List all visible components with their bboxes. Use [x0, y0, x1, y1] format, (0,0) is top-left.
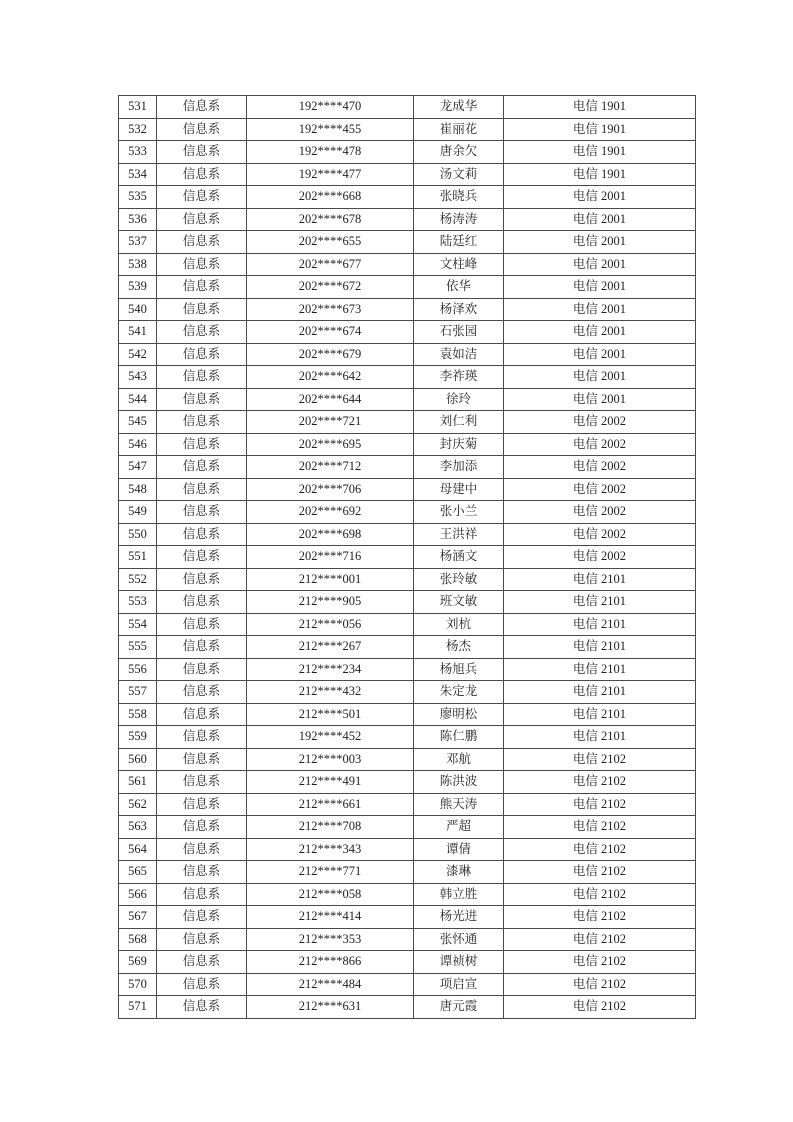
name-cell: 杨光进 [414, 906, 504, 929]
table-row [119, 208, 696, 231]
row-number-cell: 542 [119, 343, 157, 366]
table-row [119, 231, 696, 254]
table-row [119, 163, 696, 186]
table-row [119, 883, 696, 906]
name-cell: 崔丽花 [414, 118, 504, 141]
department-cell: 信息系 [157, 411, 247, 434]
table-row [119, 613, 696, 636]
table-row [119, 816, 696, 839]
department-cell: 信息系 [157, 658, 247, 681]
table-row [119, 951, 696, 974]
class-cell: 电信 2001 [504, 343, 696, 366]
table-row [119, 118, 696, 141]
student-id-cell: 212****905 [247, 591, 414, 614]
student-id-cell: 202****706 [247, 478, 414, 501]
row-number-cell: 533 [119, 141, 157, 164]
table-row [119, 861, 696, 884]
table-row [119, 501, 696, 524]
class-cell: 电信 2102 [504, 793, 696, 816]
name-cell: 杨涛涛 [414, 208, 504, 231]
class-cell: 电信 2001 [504, 321, 696, 344]
class-cell: 电信 2101 [504, 591, 696, 614]
class-cell: 电信 2102 [504, 928, 696, 951]
name-cell: 张晓兵 [414, 186, 504, 209]
table-row [119, 636, 696, 659]
name-cell: 袁如洁 [414, 343, 504, 366]
class-cell: 电信 2002 [504, 411, 696, 434]
student-id-cell: 202****695 [247, 433, 414, 456]
row-number-cell: 569 [119, 951, 157, 974]
name-cell: 谭倩 [414, 838, 504, 861]
table-row [119, 321, 696, 344]
table-row [119, 253, 696, 276]
name-cell: 徐玲 [414, 388, 504, 411]
student-id-cell: 202****678 [247, 208, 414, 231]
table-row [119, 748, 696, 771]
department-cell: 信息系 [157, 276, 247, 299]
name-cell: 李祚瑛 [414, 366, 504, 389]
class-cell: 电信 2101 [504, 703, 696, 726]
table-row [119, 276, 696, 299]
student-id-cell: 212****343 [247, 838, 414, 861]
row-number-cell: 570 [119, 973, 157, 996]
class-cell: 电信 2001 [504, 388, 696, 411]
department-cell: 信息系 [157, 433, 247, 456]
row-number-cell: 561 [119, 771, 157, 794]
student-id-cell: 202****677 [247, 253, 414, 276]
student-id-cell: 212****661 [247, 793, 414, 816]
student-id-cell: 202****712 [247, 456, 414, 479]
department-cell: 信息系 [157, 321, 247, 344]
name-cell: 李加添 [414, 456, 504, 479]
name-cell: 班文敏 [414, 591, 504, 614]
class-cell: 电信 2102 [504, 906, 696, 929]
department-cell: 信息系 [157, 726, 247, 749]
department-cell: 信息系 [157, 748, 247, 771]
table-row [119, 996, 696, 1019]
name-cell: 陈洪波 [414, 771, 504, 794]
table-row [119, 523, 696, 546]
name-cell: 母建中 [414, 478, 504, 501]
department-cell: 信息系 [157, 163, 247, 186]
class-cell: 电信 1901 [504, 118, 696, 141]
name-cell: 杨泽欢 [414, 298, 504, 321]
name-cell: 封庆菊 [414, 433, 504, 456]
table-row [119, 906, 696, 929]
row-number-cell: 554 [119, 613, 157, 636]
class-cell: 电信 2001 [504, 253, 696, 276]
class-cell: 电信 2102 [504, 861, 696, 884]
table-row [119, 141, 696, 164]
table-row [119, 298, 696, 321]
table-row [119, 568, 696, 591]
student-id-cell: 212****866 [247, 951, 414, 974]
row-number-cell: 566 [119, 883, 157, 906]
class-cell: 电信 2002 [504, 456, 696, 479]
name-cell: 陈仁鹏 [414, 726, 504, 749]
department-cell: 信息系 [157, 613, 247, 636]
department-cell: 信息系 [157, 501, 247, 524]
row-number-cell: 567 [119, 906, 157, 929]
student-roster-body [119, 96, 696, 1019]
class-cell: 电信 2001 [504, 186, 696, 209]
department-cell: 信息系 [157, 253, 247, 276]
department-cell: 信息系 [157, 973, 247, 996]
student-id-cell: 192****452 [247, 726, 414, 749]
department-cell: 信息系 [157, 478, 247, 501]
row-number-cell: 540 [119, 298, 157, 321]
department-cell: 信息系 [157, 928, 247, 951]
table-row [119, 546, 696, 569]
student-id-cell: 212****234 [247, 658, 414, 681]
row-number-cell: 537 [119, 231, 157, 254]
class-cell: 电信 2002 [504, 501, 696, 524]
department-cell: 信息系 [157, 343, 247, 366]
name-cell: 朱定龙 [414, 681, 504, 704]
student-id-cell: 192****478 [247, 141, 414, 164]
row-number-cell: 558 [119, 703, 157, 726]
table-row [119, 973, 696, 996]
class-cell: 电信 2102 [504, 996, 696, 1019]
department-cell: 信息系 [157, 546, 247, 569]
row-number-cell: 534 [119, 163, 157, 186]
row-number-cell: 550 [119, 523, 157, 546]
department-cell: 信息系 [157, 681, 247, 704]
student-id-cell: 202****674 [247, 321, 414, 344]
department-cell: 信息系 [157, 208, 247, 231]
row-number-cell: 556 [119, 658, 157, 681]
class-cell: 电信 2101 [504, 636, 696, 659]
row-number-cell: 547 [119, 456, 157, 479]
class-cell: 电信 2002 [504, 478, 696, 501]
class-cell: 电信 2102 [504, 748, 696, 771]
name-cell: 严超 [414, 816, 504, 839]
row-number-cell: 539 [119, 276, 157, 299]
row-number-cell: 553 [119, 591, 157, 614]
class-cell: 电信 2102 [504, 816, 696, 839]
row-number-cell: 549 [119, 501, 157, 524]
name-cell: 杨杰 [414, 636, 504, 659]
student-id-cell: 212****353 [247, 928, 414, 951]
table-row [119, 433, 696, 456]
department-cell: 信息系 [157, 568, 247, 591]
table-row [119, 793, 696, 816]
name-cell: 依华 [414, 276, 504, 299]
name-cell: 韩立胜 [414, 883, 504, 906]
department-cell: 信息系 [157, 951, 247, 974]
class-cell: 电信 2001 [504, 231, 696, 254]
class-cell: 电信 1901 [504, 163, 696, 186]
table-row [119, 388, 696, 411]
student-id-cell: 202****716 [247, 546, 414, 569]
student-id-cell: 212****267 [247, 636, 414, 659]
student-id-cell: 202****679 [247, 343, 414, 366]
name-cell: 龙成华 [414, 96, 504, 119]
student-id-cell: 212****414 [247, 906, 414, 929]
student-id-cell: 212****058 [247, 883, 414, 906]
name-cell: 石张园 [414, 321, 504, 344]
class-cell: 电信 2101 [504, 613, 696, 636]
student-id-cell: 192****470 [247, 96, 414, 119]
name-cell: 杨涵文 [414, 546, 504, 569]
student-id-cell: 212****484 [247, 973, 414, 996]
row-number-cell: 571 [119, 996, 157, 1019]
department-cell: 信息系 [157, 861, 247, 884]
class-cell: 电信 2001 [504, 366, 696, 389]
name-cell: 刘仁利 [414, 411, 504, 434]
table-row [119, 96, 696, 119]
student-id-cell: 202****673 [247, 298, 414, 321]
class-cell: 电信 2001 [504, 208, 696, 231]
name-cell: 刘杭 [414, 613, 504, 636]
department-cell: 信息系 [157, 96, 247, 119]
department-cell: 信息系 [157, 793, 247, 816]
department-cell: 信息系 [157, 816, 247, 839]
class-cell: 电信 2102 [504, 771, 696, 794]
table-row [119, 591, 696, 614]
row-number-cell: 546 [119, 433, 157, 456]
row-number-cell: 557 [119, 681, 157, 704]
name-cell: 谭祯树 [414, 951, 504, 974]
department-cell: 信息系 [157, 838, 247, 861]
row-number-cell: 568 [119, 928, 157, 951]
row-number-cell: 565 [119, 861, 157, 884]
class-cell: 电信 2101 [504, 658, 696, 681]
student-id-cell: 212****432 [247, 681, 414, 704]
department-cell: 信息系 [157, 456, 247, 479]
row-number-cell: 551 [119, 546, 157, 569]
student-id-cell: 202****642 [247, 366, 414, 389]
name-cell: 张小兰 [414, 501, 504, 524]
name-cell: 汤文莉 [414, 163, 504, 186]
table-row [119, 838, 696, 861]
department-cell: 信息系 [157, 636, 247, 659]
department-cell: 信息系 [157, 591, 247, 614]
department-cell: 信息系 [157, 186, 247, 209]
table-row [119, 478, 696, 501]
name-cell: 漆琳 [414, 861, 504, 884]
student-id-cell: 212****001 [247, 568, 414, 591]
class-cell: 电信 1901 [504, 96, 696, 119]
row-number-cell: 548 [119, 478, 157, 501]
student-id-cell: 202****698 [247, 523, 414, 546]
row-number-cell: 532 [119, 118, 157, 141]
department-cell: 信息系 [157, 388, 247, 411]
table-row [119, 703, 696, 726]
student-id-cell: 212****003 [247, 748, 414, 771]
class-cell: 电信 2101 [504, 726, 696, 749]
row-number-cell: 560 [119, 748, 157, 771]
student-id-cell: 202****721 [247, 411, 414, 434]
department-cell: 信息系 [157, 118, 247, 141]
row-number-cell: 538 [119, 253, 157, 276]
name-cell: 张怀通 [414, 928, 504, 951]
table-row [119, 343, 696, 366]
student-id-cell: 212****708 [247, 816, 414, 839]
table-row [119, 658, 696, 681]
class-cell: 电信 2002 [504, 523, 696, 546]
name-cell: 张玲敏 [414, 568, 504, 591]
row-number-cell: 562 [119, 793, 157, 816]
student-id-cell: 212****501 [247, 703, 414, 726]
row-number-cell: 536 [119, 208, 157, 231]
class-cell: 电信 2102 [504, 838, 696, 861]
table-row [119, 186, 696, 209]
department-cell: 信息系 [157, 771, 247, 794]
table-row [119, 366, 696, 389]
student-id-cell: 212****491 [247, 771, 414, 794]
row-number-cell: 544 [119, 388, 157, 411]
class-cell: 电信 2101 [504, 568, 696, 591]
student-roster-table [118, 95, 696, 1019]
department-cell: 信息系 [157, 523, 247, 546]
name-cell: 唐余欠 [414, 141, 504, 164]
name-cell: 杨旭兵 [414, 658, 504, 681]
student-id-cell: 212****056 [247, 613, 414, 636]
row-number-cell: 559 [119, 726, 157, 749]
name-cell: 熊天涛 [414, 793, 504, 816]
name-cell: 文柱峰 [414, 253, 504, 276]
row-number-cell: 555 [119, 636, 157, 659]
row-number-cell: 541 [119, 321, 157, 344]
class-cell: 电信 2102 [504, 973, 696, 996]
department-cell: 信息系 [157, 231, 247, 254]
class-cell: 电信 1901 [504, 141, 696, 164]
name-cell: 陆廷红 [414, 231, 504, 254]
class-cell: 电信 2102 [504, 951, 696, 974]
student-id-cell: 202****692 [247, 501, 414, 524]
name-cell: 王洪祥 [414, 523, 504, 546]
student-id-cell: 192****455 [247, 118, 414, 141]
table-row [119, 411, 696, 434]
department-cell: 信息系 [157, 703, 247, 726]
student-id-cell: 212****771 [247, 861, 414, 884]
department-cell: 信息系 [157, 906, 247, 929]
name-cell: 项启宣 [414, 973, 504, 996]
table-row [119, 726, 696, 749]
student-id-cell: 202****672 [247, 276, 414, 299]
row-number-cell: 564 [119, 838, 157, 861]
department-cell: 信息系 [157, 298, 247, 321]
student-id-cell: 202****655 [247, 231, 414, 254]
row-number-cell: 543 [119, 366, 157, 389]
name-cell: 邓航 [414, 748, 504, 771]
name-cell: 廖明松 [414, 703, 504, 726]
department-cell: 信息系 [157, 366, 247, 389]
department-cell: 信息系 [157, 883, 247, 906]
class-cell: 电信 2001 [504, 298, 696, 321]
department-cell: 信息系 [157, 996, 247, 1019]
name-cell: 唐元霞 [414, 996, 504, 1019]
table-row [119, 681, 696, 704]
table-row [119, 771, 696, 794]
table-row [119, 928, 696, 951]
row-number-cell: 563 [119, 816, 157, 839]
class-cell: 电信 2102 [504, 883, 696, 906]
class-cell: 电信 2101 [504, 681, 696, 704]
class-cell: 电信 2002 [504, 433, 696, 456]
row-number-cell: 535 [119, 186, 157, 209]
department-cell: 信息系 [157, 141, 247, 164]
class-cell: 电信 2001 [504, 276, 696, 299]
row-number-cell: 552 [119, 568, 157, 591]
class-cell: 电信 2002 [504, 546, 696, 569]
row-number-cell: 531 [119, 96, 157, 119]
student-id-cell: 202****668 [247, 186, 414, 209]
student-id-cell: 212****631 [247, 996, 414, 1019]
row-number-cell: 545 [119, 411, 157, 434]
student-id-cell: 192****477 [247, 163, 414, 186]
table-row [119, 456, 696, 479]
student-id-cell: 202****644 [247, 388, 414, 411]
